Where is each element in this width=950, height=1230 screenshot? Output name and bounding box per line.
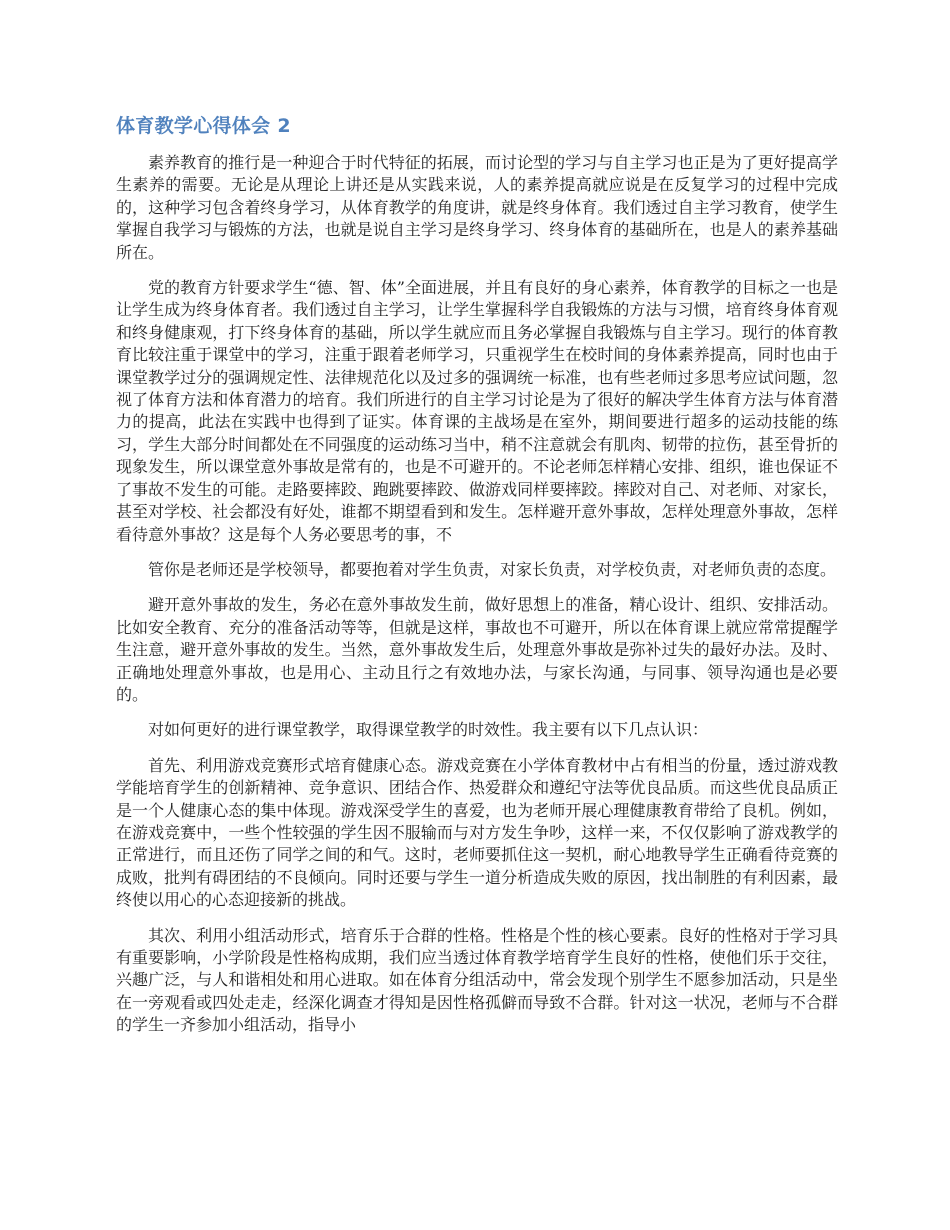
paragraph-3: 管你是老师还是学校领导，都要抱着对学生负责，对家长负责，对学校负责，对老师负责的态度。 [148,559,837,579]
paragraph-5: 对如何更好的进行课堂教学，取得课堂教学的时效性。我主要有以下几点认识： [148,720,709,740]
document-title: 体育教学心得体会 2 [116,115,291,137]
document-page [116,112,838,1050]
paragraph-4: 避开意外事故的发生，务必在意外事故发生前，做好思想上的准备，精心设计、组织、安排活动。比如安全教育、充分的准备活动等等，但就是这样，事故也不可避开，所以在体育课上就应常常提醒学生注意，避开意外事故的发生。当然，意外事故发生后，处理意外事故是弥补过失的最好办法。及时、正确地处理意外事故，也是用心、主动且行之有效地办法，与家长沟通，与同事、领导沟通也是必要的。 [116,595,838,704]
paragraph-2: 党的教育方针要求学生“德、智、体”全面进展，并且有良好的身心素养，体育教学的目标之一也是让学生成为终身体育者。我们透过自主学习，让学生掌握科学自我锻炼的方法与习惯，培育终身体育观和终身健康观，打下终身体育的基础，所以学生就应而且务必掌握自我锻炼与自主学习。现行的体育教育比较注重于课堂中的学习，注重于跟着老师学习，只重视学生在校时间的身体素养提高，同时也由于课堂教学过分的强调规定性、法律规范化以及过多的强调统一标准，也有些老师过多思考应试问题，忽视了体育方法和体育潜力的培育。我们所进行的自主学习讨论是为了很好的解决学生体育方法与体育潜力的提高，此法在实践中也得到了证实。体育课的主战场是在室外，期间要进行超多的运动技能的练习，学生大部分时间都处在不同强度的运动练习当中，稍不注意就会有肌肉、韧带的拉伤，甚至骨折的现象发生，所以课堂意外事故是常有的，也是不可避开的。不论老师怎样精心安排、组织，谁也保证不了事故不发生的可能。走路要摔跤、跑跳要摔跤、做游戏同样要摔跤。摔跤对自己、对老师、对家长，甚至对学校、社会都没有好处，谁都不期望看到和发生。怎样避开意外事故，怎样处理意外事故，怎样看待意外事故？这是每个人务必要思考的事，不 [116,278,838,544]
paragraph-6: 首先、利用游戏竞赛形式培育健康心态。游戏竞赛在小学体育教材中占有相当的份量，透过游戏教学能培育学生的创新精神、竞争意识、团结合作、热爱群众和遵纪守法等优良品质。而这些优良品质正是一个人健康心态的集中体现。游戏深受学生的喜爱，也为老师开展心理健康教育带给了良机。例如，在游戏竞赛中，一些个性较强的学生因不服输而与对方发生争吵，这样一来，不仅仅影响了游戏教学的正常进行，而且还伤了同学之间的和气。这时，老师要抓住这一契机，耐心地教导学生正确看待竞赛的成败，批判有碍团结的不良倾向。同时还要与学生一道分析造成失败的原因，找出制胜的有利因素，最终使以用心的心态迎接新的挑战。 [116,755,838,910]
paragraph-1: 素养教育的推行是一种迎合于时代特征的拓展，而讨论型的学习与自主学习也正是为了更好提高学生素养的需要。无论是从理论上讲还是从实践来说，人的素养提高就应说是在反复学习的过程中完成的，这种学习包含着终身学习，从体育教学的角度讲，就是终身体育。我们透过自主学习教育，使学生掌握自我学习与锻炼的方法，也就是说自主学习是终身学习、终身体育的基础所在，也是人的素养基础所在。 [116,153,838,262]
paragraph-7: 其次、利用小组活动形式，培育乐于合群的性格。性格是个性的核心要素。良好的性格对于学习具有重要影响，小学阶段是性格构成期，我们应当透过体育教学培育学生良好的性格，使他们乐于交往，兴趣广泛，与人和谐相处和用心进取。如在体育分组活动中，常会发现个别学生不愿参加活动，只是坐在一旁观看或四处走走，经深化调查才得知是因性格孤僻而导致不合群。针对这一状况，老师与不合群的学生一齐参加小组活动，指导小 [116,925,838,1035]
